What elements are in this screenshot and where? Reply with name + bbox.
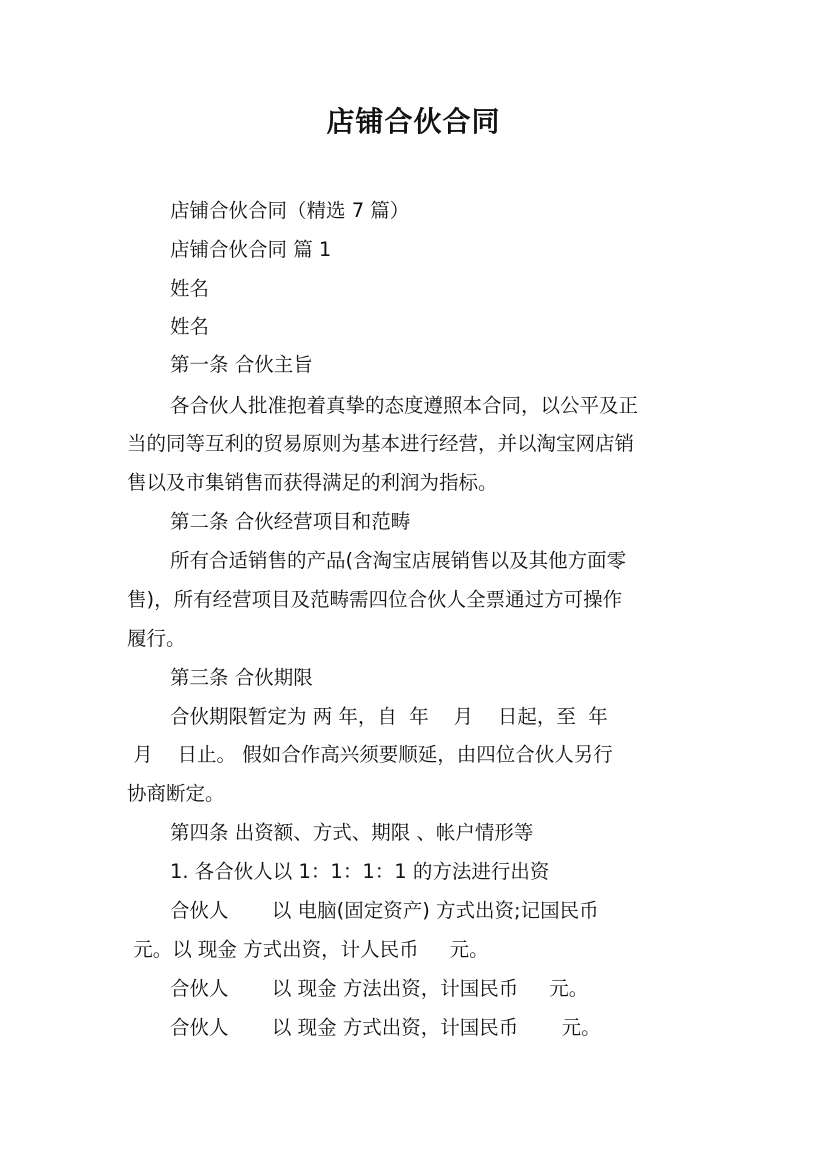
- text-line: 合伙人 以 电脑(固定资产) 方式出资;记国民币: [170, 899, 599, 922]
- text-line: 合伙期限暂定为 两 年，自 年 月 日起，至 年: [170, 705, 608, 728]
- text-line: 所有合适销售的产品(含淘宝店展销售以及其他方面零: [170, 549, 627, 572]
- article-heading: 第一条 合伙主旨: [170, 353, 313, 376]
- text-line: 店铺合伙合同 篇 1: [170, 238, 332, 261]
- text-line: 元。以 现金 方式出资，计人民币 元。: [127, 938, 489, 961]
- text-line: 1. 各合伙人以 1：1：1：1 的方法进行出资: [170, 860, 550, 883]
- text-line: 店铺合伙合同（精选 7 篇）: [170, 199, 410, 222]
- text-line: 合伙人 以 现金 方法出资，计国民币 元。: [170, 977, 589, 1000]
- article-heading: 第二条 合伙经营项目和范畴: [170, 510, 411, 533]
- text-line: 履行。: [127, 627, 186, 650]
- text-line: 售以及市集销售而获得满足的利润为指标。: [127, 471, 498, 494]
- text-line: 各合伙人批准抱着真挚的态度遵照本合同，以公平及正: [170, 394, 639, 417]
- text-line: 售)，所有经营项目及范畴需四位合伙人全票通过方可操作: [127, 588, 623, 611]
- text-line: 姓名: [170, 277, 210, 300]
- text-line: 协商断定。: [127, 782, 225, 805]
- text-line: 合伙人 以 现金 方式出资，计国民币 元。: [170, 1016, 601, 1039]
- text-line: 当的同等互利的贸易原则为基本进行经营，并以淘宝网店销: [127, 432, 635, 455]
- article-heading: 第四条 出资额、方式、期限 、帐户情形等: [170, 821, 534, 844]
- document-title: 店铺合伙合同: [326, 105, 501, 138]
- article-heading: 第三条 合伙期限: [170, 666, 313, 689]
- text-line: 姓名: [170, 315, 210, 338]
- text-line: 月 日止。 假如合作高兴须要顺延，由四位合伙人另行: [127, 743, 613, 766]
